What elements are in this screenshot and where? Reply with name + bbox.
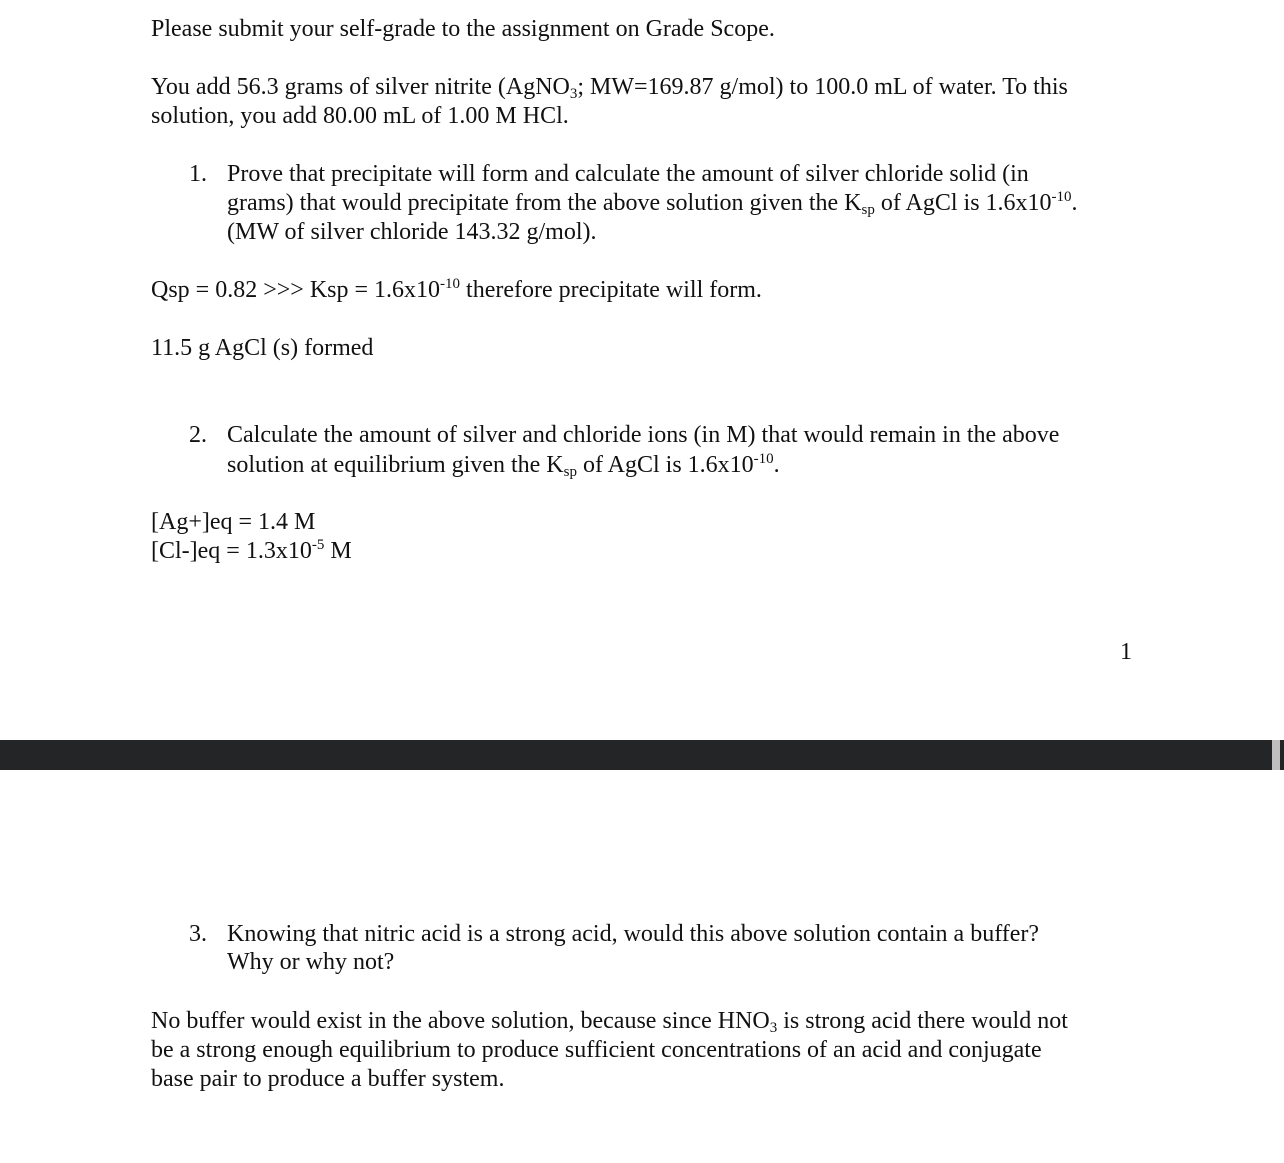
answer-1-line-1: Qsp = 0.82 >>> Ksp = $1.6x10^{-10}$ therefore precipitate will form. — [151, 276, 762, 303]
answer-3-line-3: base pair to produce a buffer system. — [151, 1066, 505, 1092]
question-3-line-2: Why or why not? — [227, 949, 395, 975]
intro-line-1: You add 56.3 grams of silver nitrite (AgNO$_3$; MW=169.87 g/mol) to 100.0 mL of water. To this — [151, 74, 1068, 102]
page-separator — [0, 740, 1284, 770]
answer-1-line-2: 11.5 g AgCl (s) formed — [151, 335, 374, 361]
question-1-line-2: grams) that would precipitate from the above solution given the $K_{sp}$ of AgCl is $1.6x10^{-10}$. — [227, 189, 1078, 218]
question-1-number: 1. — [189, 161, 207, 187]
answer-3-line-2: be a strong enough equilibrium to produce sufficient concentrations of an acid and conjugate — [151, 1037, 1042, 1063]
question-2-number: 2. — [189, 422, 207, 448]
intro-line-2: solution, you add 80.00 mL of 1.00 M HCl. — [151, 103, 569, 129]
scrollbar-thumb[interactable] — [1272, 740, 1280, 770]
submit-note: Please submit your self-grade to the assignment on Grade Scope. — [151, 16, 775, 42]
question-3-line-1: Knowing that nitric acid is a strong acid, would this above solution contain a buffer? — [227, 921, 1040, 947]
question-2-line-1: Calculate the amount of silver and chloride ions (in M) that would remain in the above — [227, 422, 1060, 448]
answer-2-chloride: $[Cl-]eq = 1.3x10^{-5}$ M — [151, 537, 352, 564]
answer-3-line-1: No buffer would exist in the above solution, because since $HNO_3$ is strong acid there would not — [151, 1008, 1068, 1036]
question-3-number: 3. — [189, 921, 207, 947]
page-number: 1 — [1120, 639, 1132, 665]
question-1-line-1: Prove that precipitate will form and calculate the amount of silver chloride solid (in — [227, 161, 1029, 187]
answer-2-silver: [Ag+]eq = 1.4 M — [151, 509, 316, 535]
document-page-2 — [0, 770, 1284, 1163]
question-2-line-2: solution at equilibrium given the $K_{sp}$ of AgCl is $1.6x10^{-10}$. — [227, 451, 780, 480]
question-1-line-3: (MW of silver chloride 143.32 g/mol). — [227, 219, 597, 245]
